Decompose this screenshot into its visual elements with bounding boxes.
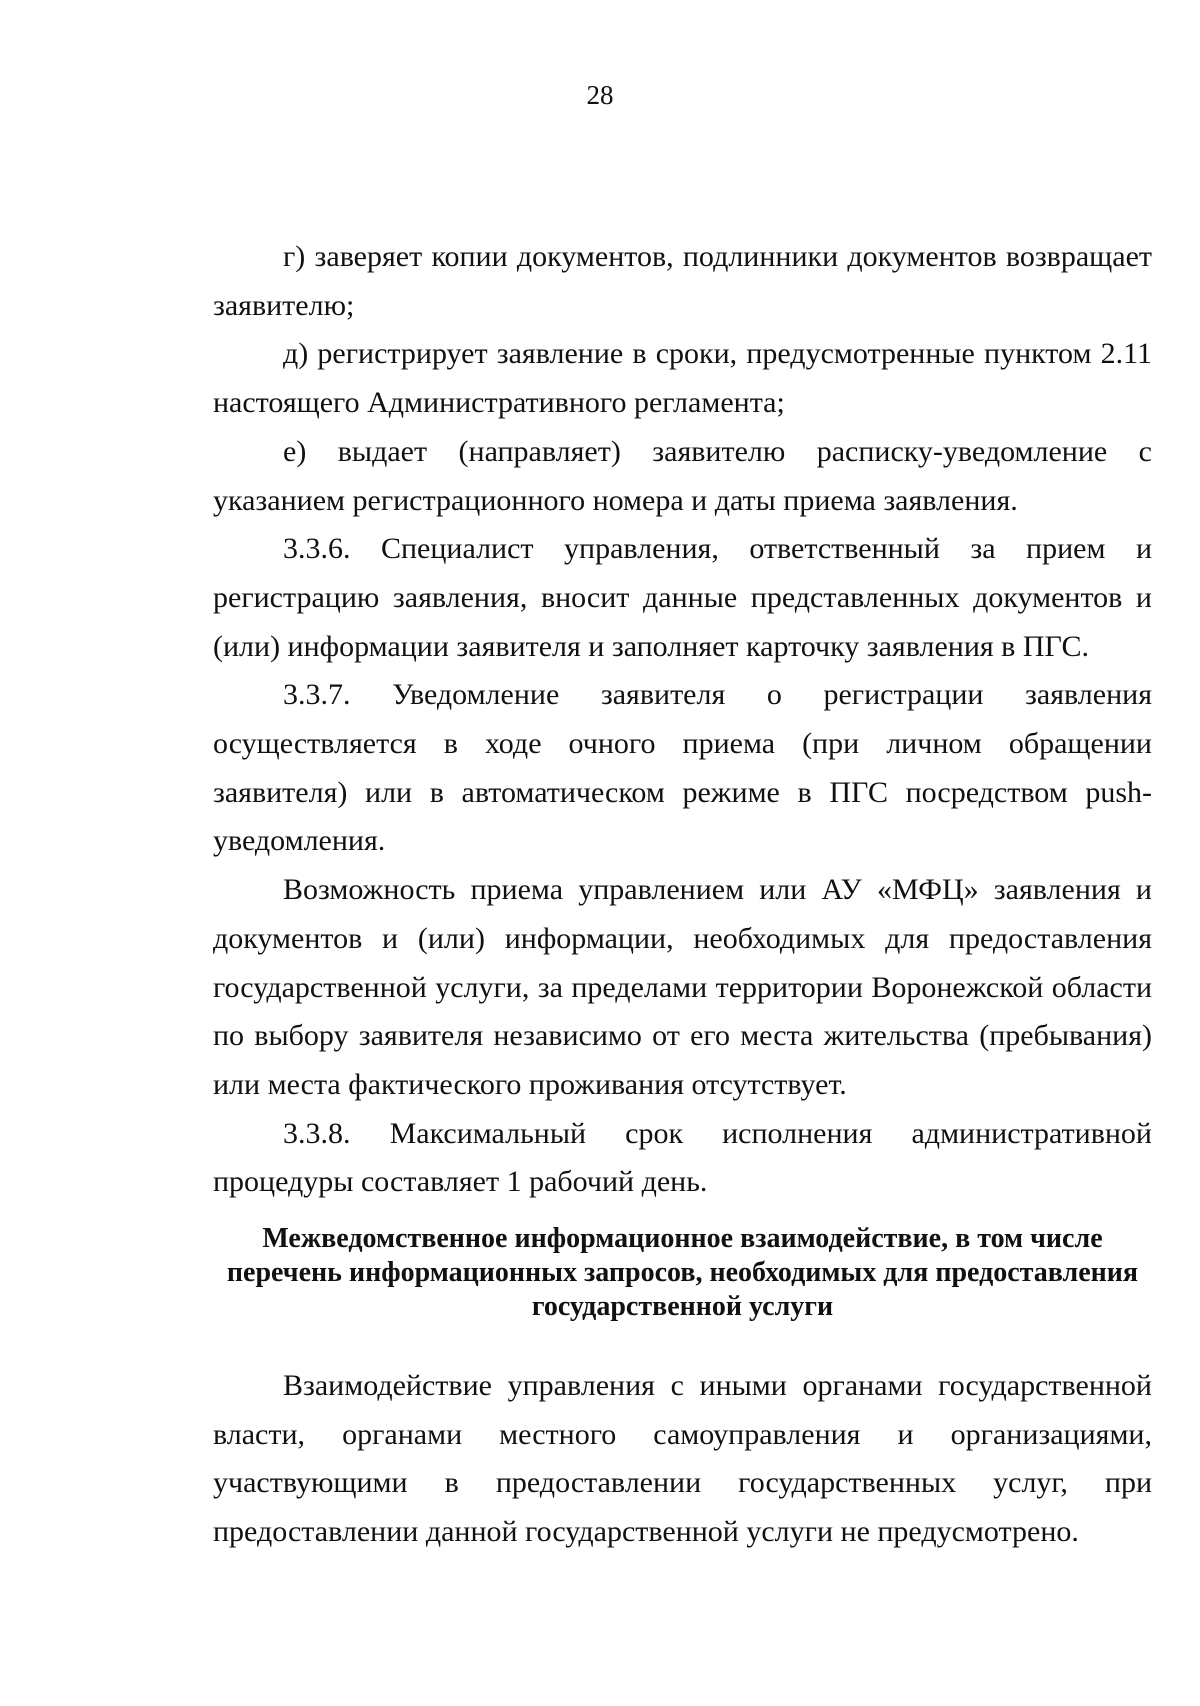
section-heading-line: перечень информационных запросов, необходимых для предоставления: [226, 1257, 1139, 1288]
paragraph-item-e: е) выдает (направляет) заявителю расписку-уведомление с указанием регистрационного номера и даты приема заявления.: [213, 434, 1152, 517]
section-heading-line: государственной услуги: [531, 1291, 834, 1322]
section-heading: [213, 1222, 1152, 1324]
paragraph-3-3-7: 3.3.7. Уведомление заявителя о регистрации заявления осуществляется в ходе очного приема (при личном обращении заявителя) или в автоматическом режиме в ПГС посредством push-уведомления.: [213, 678, 1152, 858]
paragraph-possibility: Возможность приема управлением или АУ «МФЦ» заявления и документов и (или) информации, необходимых для предоставления государственной услуги, за пределами территории Воронежской области по выбору заявителя независимо от его места жительства (пребывания) или места фактического проживания отсутствует.: [213, 873, 1152, 1101]
paragraph-interaction: Взаимодействие управления с иными органами государственной власти, органами местного самоуправления и организациями, участвующими в предоставлении государственных услуг, при предоставлении данной государственной услуги не предусмотрено.: [213, 1369, 1152, 1549]
document-body: [213, 233, 1152, 1207]
section-body: [213, 1362, 1152, 1557]
page-number: 28: [586, 80, 614, 110]
paragraph-item-g: г) заверяет копии документов, подлинники документов возвращает заявителю;: [213, 240, 1152, 322]
paragraph-3-3-8: 3.3.8. Максимальный срок исполнения административной процедуры составляет 1 рабочий день.: [213, 1116, 1152, 1199]
paragraph-3-3-6: 3.3.6. Специалист управления, ответственный за прием и регистрацию заявления, вносит данные представленных документов и (или) информации заявителя и заполняет карточку заявления в ПГС.: [213, 532, 1152, 663]
paragraph-item-d: д) регистрирует заявление в сроки, предусмотренные пунктом 2.11 настоящего Административного регламента;: [213, 337, 1152, 420]
section-heading-line: Межведомственное информационное взаимодействие, в том числе: [262, 1223, 1103, 1254]
